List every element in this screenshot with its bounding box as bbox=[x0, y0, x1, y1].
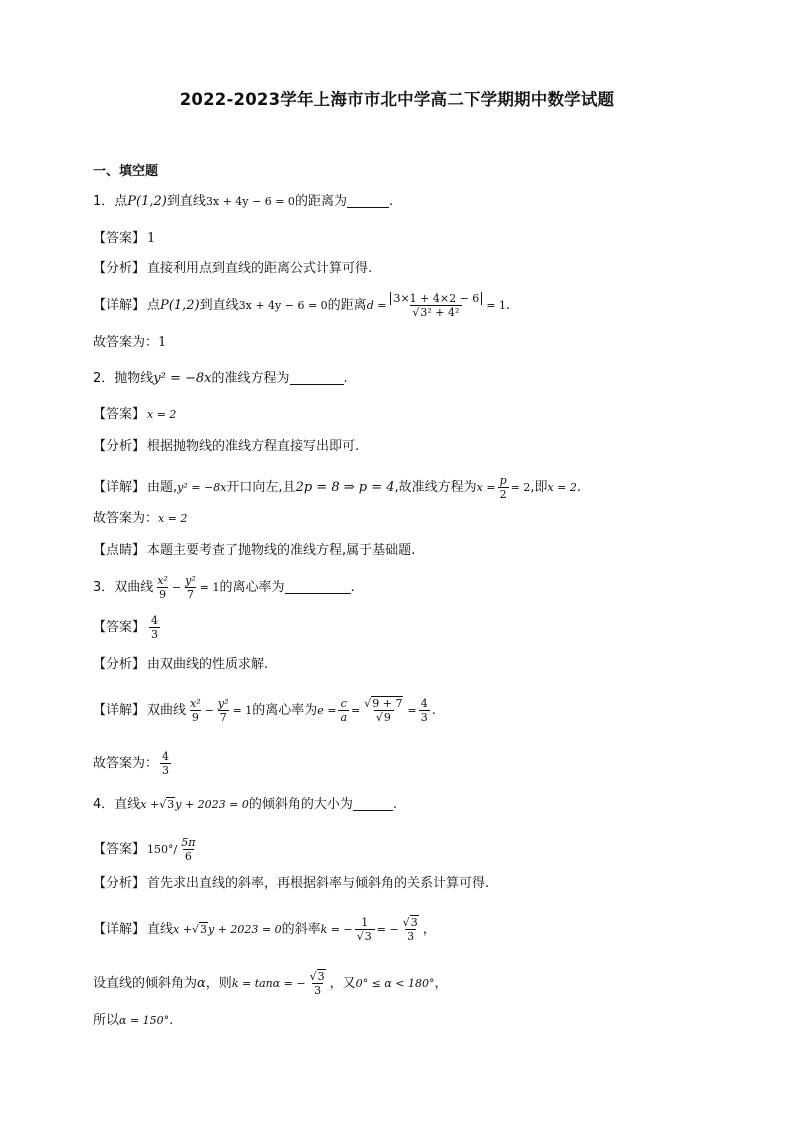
answer-blank bbox=[347, 195, 389, 208]
q1-detail: 【详解】 点 P(1,2) 到直线 3x + 4y − 6 = 0 的距离 d = $\frac{3\times 1 + 4\times 2 - 6}{\text{√3² + 4²}}$ = 1 . bbox=[93, 292, 511, 319]
q3-answer: 【答案】 $\frac{4}{3}$ bbox=[93, 614, 159, 641]
q2-answer: 【答案】 x = 2 bbox=[93, 407, 177, 422]
answer-blank bbox=[353, 798, 393, 811]
detail-label: 【详解】 bbox=[93, 298, 146, 313]
question-number: 4． bbox=[93, 797, 115, 812]
q4-answer: 【答案】 150°/ $\frac{5\pi}{6}$ bbox=[93, 836, 196, 863]
section-heading: 一、填空题 bbox=[93, 164, 159, 179]
q4-analysis: 【分析】 首先求出直线的斜率，再根据斜率与倾斜角的关系计算可得. bbox=[93, 876, 490, 891]
q2-final: 故答案为： x = 2 bbox=[93, 511, 188, 526]
q3-analysis: 【分析】 由双曲线的性质求解. bbox=[93, 657, 269, 672]
question-number: 1． bbox=[93, 194, 115, 209]
question-2: 2． 抛物线 y² = −8x 的准线方程为 . bbox=[93, 371, 348, 386]
q4-detail-line3: 所以 α = 150° . bbox=[93, 1013, 174, 1028]
q1-answer: 【答案】 1 bbox=[93, 231, 156, 246]
q1-analysis: 【分析】 直接利用点到直线的距离公式计算可得. bbox=[93, 261, 373, 276]
distance-fraction: $\frac{3\times 1 + 4\times 2 - 6}{\text{√3² + 4²}}$ bbox=[388, 292, 484, 319]
comment-label: 【点睛】 bbox=[93, 543, 146, 558]
question-1: 1． 点 P(1,2) 到直线 3x + 4y − 6 = 0 的距离为 . bbox=[93, 194, 394, 209]
math-line-equation: 3x + 4y − 6 = 0 bbox=[205, 195, 295, 208]
question-3: 3． 双曲线 $\frac{\text{x²}}{9}$ − $\frac{\text{y²}}{7}$ = 1 的离心率为 . bbox=[93, 574, 355, 601]
q4-detail: 【详解】 直线 x + √3 y + 2023 = 0 的斜率 k = − $\frac{1}{√3}$ = − $\frac{√3}{3}$ ， bbox=[93, 916, 436, 943]
math-parabola: y² = −8x bbox=[153, 371, 212, 386]
analysis-label: 【分析】 bbox=[93, 261, 146, 276]
answer-label: 【答案】 bbox=[93, 231, 146, 246]
page-title: 2022-2023学年上海市市北中学高二下学期期中数学试题 bbox=[179, 90, 615, 109]
q4-detail-line2: 设直线的倾斜角为 α ，则 k = tanα = − $\frac{√3}{3}$ ，又 0° ≤ α < 180° ， bbox=[93, 970, 448, 997]
q3-detail: 【详解】 双曲线 $\frac{\text{x²}}{9}$ − $\frac{\text{y²}}{7}$ = 1 的离心率为 e = $\frac{c}{a}$ = $\frac{√9 + 7}{√9}$ = $\frac{4}{3}$ . bbox=[93, 697, 436, 724]
question-number: 3． bbox=[93, 580, 115, 595]
q2-analysis: 【分析】 根据抛物线的准线方程直接写出即可. bbox=[93, 439, 360, 454]
q2-comment: 【点睛】 本题主要考查了抛物线的准线方程,属于基础题. bbox=[93, 543, 416, 558]
answer-blank bbox=[290, 372, 344, 385]
q1-final: 故答案为： 1 bbox=[93, 335, 167, 350]
answer-blank bbox=[285, 581, 351, 594]
q2-detail: 【详解】 由题, y² = −8x 开口向左,且 2p = 8 ⇒ p = 4 ,故准线方程为 x = $\frac{p}{2}$ = 2 ,即 x = 2 . bbox=[93, 474, 582, 501]
question-4: 4． 直线 x + √3 y + 2023 = 0 的倾斜角的大小为 . bbox=[93, 797, 398, 812]
q3-final: 故答案为： $\frac{4}{3}$ bbox=[93, 750, 170, 777]
question-number: 2． bbox=[93, 371, 115, 386]
math-point: P(1,2) bbox=[127, 194, 167, 209]
